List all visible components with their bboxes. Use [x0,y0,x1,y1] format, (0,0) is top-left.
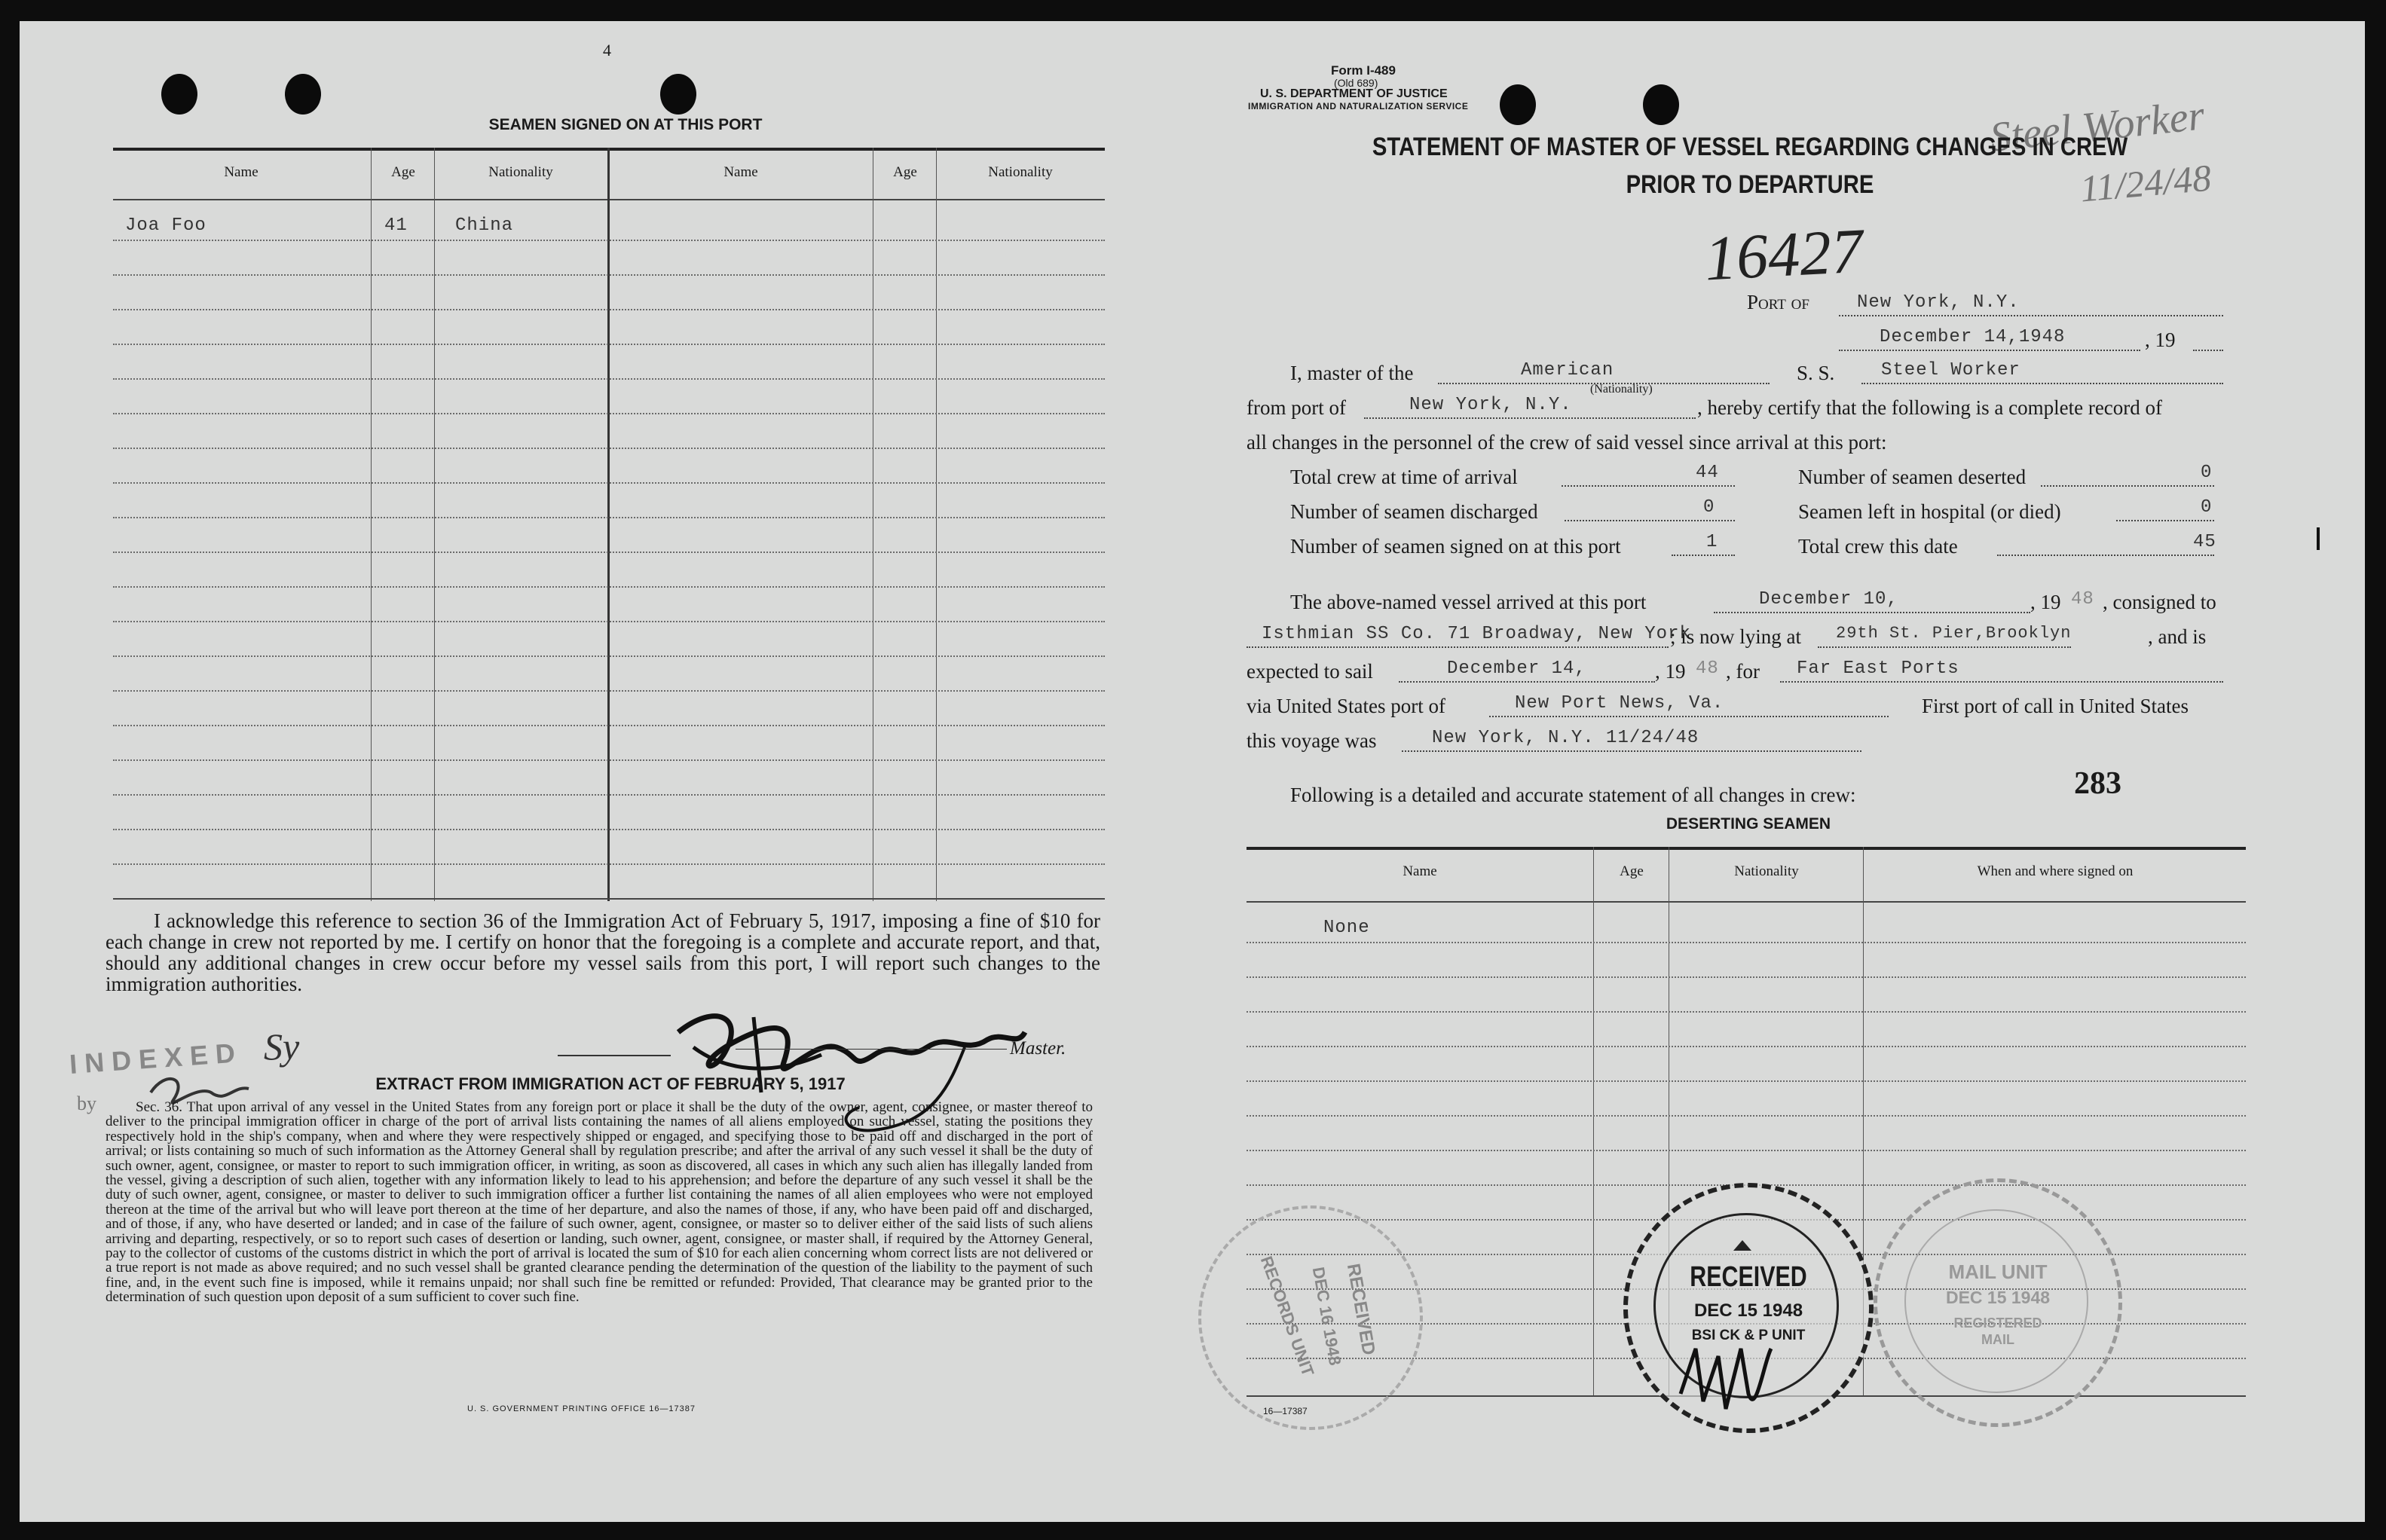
via-value: New Port News, Va. [1515,693,1724,713]
indexed-by-label: by [77,1092,96,1114]
edge-mark [2317,527,2320,550]
indexed-initials: Sy [264,1025,300,1068]
form-title-line1: STATEMENT OF MASTER OF VESSEL REGARDING CHANGES IN CREW [1372,133,2128,161]
mail-unit-stamp-unit: REGISTERED MAIL [1953,1315,2042,1347]
received-stamp-text: RECEIVED [1690,1261,1807,1293]
nationality-caption: (Nationality) [1590,383,1653,396]
punch-hole-icon [1643,84,1679,125]
left-page-title: SEAMEN SIGNED ON AT THIS PORT [488,116,763,133]
col-header-nationality: Nationality [488,164,553,180]
deserting-col-name: Name [1403,863,1437,879]
records-unit-stamp-date: DEC 16 1948 [1308,1265,1345,1367]
year-label-2: , 19 [1655,660,1686,683]
from-port-value: New York, N.Y. [1409,395,1572,415]
master-label: Master. [1010,1038,1066,1059]
punch-hole-icon [161,74,197,115]
for-label: , for [1726,660,1760,683]
year-value-2: 48 [1696,658,1719,679]
extract-title: EXTRACT FROM IMMIGRATION ACT OF FEBRUARY 5, 1917 [375,1074,846,1093]
file-number: 16427 [1702,215,1865,295]
deserting-row-name: None [1323,918,1370,938]
and-is-label: , and is [2148,625,2207,648]
vessel-value: Steel Worker [1881,360,2020,380]
port-label: Port of [1747,291,1809,313]
page-number: 4 [603,41,611,60]
ss-label: S. S. [1797,362,1835,384]
deserting-col-age: Age [1620,863,1644,879]
received-stamp-date: DEC 15 1948 [1693,1300,1803,1321]
following-text: Following is a detailed and accurate statement of all changes in crew: [1290,784,1856,806]
footer-code: 16—17387 [1263,1406,1308,1416]
lying-value: 29th St. Pier,Brooklyn [1836,624,2072,643]
nationality-value: American [1521,360,1614,380]
first-call-label: First port of call in United States [1922,695,2189,717]
voyage-label: this voyage was [1247,729,1377,752]
deserting-col-when-where: When and where signed on [1977,863,2134,879]
arrived-label: The above-named vessel arrived at this port [1290,591,1647,613]
punch-hole-icon [285,74,321,115]
year-label-1: , 19 [2030,591,2061,613]
row-nationality: China [455,215,514,236]
from-port-label: from port of [1247,396,1346,419]
deserted-value: 0 [2201,463,2213,483]
form-number: Form I-489 [1331,63,1396,78]
printer-line: U. S. GOVERNMENT PRINTING OFFICE 16—17387 [467,1404,696,1413]
total-crew-arrival-label: Total crew at time of arrival [1290,466,1518,488]
hospital-label: Seamen left in hospital (or died) [1798,500,2061,523]
received-stamp-scribble [1673,1334,1779,1424]
date-suffix: , 19 [2145,328,2176,351]
signed-on-label: Number of seamen signed on at this port [1290,535,1621,558]
voyage-value: New York, N.Y. 11/24/48 [1432,728,1699,748]
total-crew-arrival-value: 44 [1696,463,1719,483]
expected-label: expected to sail [1247,660,1373,683]
records-unit-stamp-text: RECORDS UNIT [1256,1253,1318,1379]
extract-text: Sec. 36. That upon arrival of any vessel in the United States from any foreign port or place it shall be the duty of the owner, agent, consignee, or master thereof to deliver to the principal immigration officer in charge of the port of arrival lists containing the names of all aliens employed on such vessel, stating the positions they respectively hold in the ship's company, when and where they were respectively shipped or engaged, and specifying those to be paid off and discharged in the port of arrival; or lists containing so much of such information as the Attorney General shall by regulation prescribe; and after the arrival of any such vessel it shall be the duty of such owner, agent, consignee, or master to report to such immigration officer, in writing, as soon as discovered, all cases in which any such alien has illegally landed from the vessel, giving a description of such alien, together with any information likely to lead to his apprehension; and before the departure of any such vessel it shall be the duty of such owner, agent, consignee, or master to deliver to such immigration officer a further list containing the names of all alien employees who were not employed thereon at the time of the arrival but who will leave port thereon at the time of her departure, and also the names of those, if any, who have been paid off and discharged, and of those, if any, who have deserted or landed; and in case of the failure of such owner, agent, consignee, or master so to deliver either of the said lists of such aliens arriving and departing, respectively, or so to report such cases of desertion or landing, such owner, agent, consignee, or master shall, if required by the Attorney General, pay to the collector of customs of the customs district in which the port of arrival is located the sum of $10 for each alien concerning whom correct lists are not delivered or a true report is not made as above required; and no such vessel shall be granted clearance pending the determination of the question of the liability to the payment of such fine, and, in the event such fine is imposed, while it remains unpaid; nor shall such fine be remitted or refunded: Provided, That clearance may be granted prior to the determination of such question upon deposit of a sum sufficient to cover such fine. [106,1099,1093,1306]
arrow-up-icon [1733,1240,1751,1251]
punch-hole-icon [1500,84,1536,125]
certify-text-2: all changes in the personnel of the crew of said vessel since arrival at this port: [1247,431,1887,454]
col-header-age: Age [391,164,415,180]
col-header-name: Name [224,164,258,180]
punch-hole-icon [660,74,696,115]
row-name: Joa Foo [125,215,206,236]
records-unit-stamp [1198,1205,1423,1430]
form-old: (Old 689) [1334,77,1378,89]
consigned-label: , consigned to [2103,591,2216,613]
hospital-value: 0 [2201,497,2213,518]
records-unit-stamp-unit: RECEIVED [1342,1262,1379,1357]
department: U. S. DEPARTMENT OF JUSTICE [1260,87,1448,100]
mail-unit-stamp-text: MAIL UNIT [1948,1260,2048,1283]
total-today-value: 45 [2193,532,2216,552]
deserted-label: Number of seamen deserted [1798,466,2027,488]
deserting-col-nationality: Nationality [1734,863,1799,879]
form-title-line2: PRIOR TO DEPARTURE [1626,170,1874,199]
expected-value: December 14, [1447,658,1586,679]
deserting-title: DESERTING SEAMEN [1666,815,1831,833]
acknowledgement-text: I acknowledge this reference to section 36 of the Immigration Act of February 5, 1917, imposing a fine of $10 for each change in crew not reported by me. I certify on honor that the foregoing is a complete and accurate report, and that, should any additional changes in crew occur before my vessel sails from this port, I will report such changes to the immigration authorities. [106,909,1100,995]
row-age: 41 [384,215,408,236]
indexed-stamp: INDEXED [68,1037,244,1080]
consignee-value: Isthmian SS Co. 71 Broadway, New York [1262,624,1691,644]
discharged-label: Number of seamen discharged [1290,500,1538,523]
col-header-name-2: Name [723,164,758,180]
certify-text: , hereby certify that the following is a complete record of [1697,396,2163,419]
for-value: Far East Ports [1797,658,1959,679]
arrived-value: December 10, [1759,589,1898,610]
total-today-label: Total crew this date [1798,535,1958,558]
signed-on-value: 1 [1706,532,1718,552]
discharged-value: 0 [1703,497,1715,518]
handwritten-date: 11/24/48 [2078,156,2213,210]
received-stamp-unit: BSI CK & P UNIT [1691,1328,1806,1343]
port-value: New York, N.Y. [1857,292,2020,313]
col-header-age-2: Age [893,164,917,180]
col-header-nationality-2: Nationality [988,164,1053,180]
service: IMMIGRATION AND NATURALIZATION SERVICE [1248,101,1469,112]
mail-unit-stamp [1874,1178,2122,1427]
via-label: via United States port of [1247,695,1445,717]
year-value-1: 48 [2071,589,2094,610]
stamp-number: 283 [2074,766,2121,801]
lying-label: ; is now lying at [1670,625,1801,648]
handwritten-vessel: Steel Worker [1987,92,2207,161]
mail-unit-stamp-date: DEC 15 1948 [1945,1288,2051,1307]
master-of-label: I, master of the [1290,362,1414,384]
date-value: December 14,1948 [1880,327,2066,347]
